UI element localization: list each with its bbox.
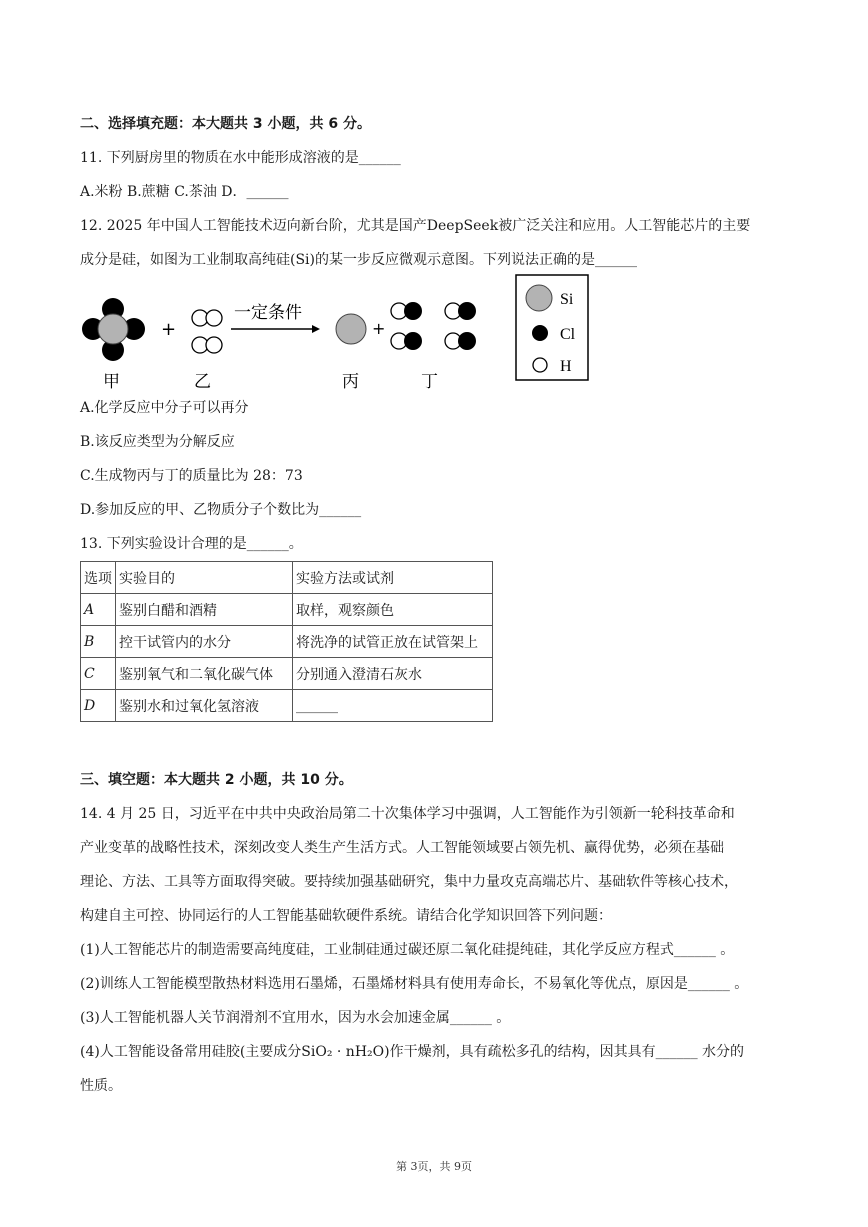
legend-cl-label: Cl xyxy=(560,326,576,343)
label-yi: 乙 xyxy=(194,372,211,392)
q12-option-c: C.生成物丙与丁的质量比为 28：73 xyxy=(80,468,303,484)
q14-sub-3: (3)人工智能机器人关节润滑剂不宜用水，因为水会加速金属______ 。 xyxy=(80,1010,511,1026)
table-cell: A xyxy=(81,594,116,626)
legend-h-icon xyxy=(533,358,547,372)
table-cell: D xyxy=(81,690,116,722)
q13-stem: 13. 下列实验设计合理的是______。 xyxy=(80,536,303,552)
table-cell: 鉴别水和过氧化氢溶液 xyxy=(116,690,293,722)
table-header-row xyxy=(81,562,493,594)
q14-para-4: 构建自主可控、协同运行的人工智能基础软硬件系统。请结合化学知识回答下列问题： xyxy=(80,908,612,924)
q14-para-3: 理论、方法、工具等方面取得突破。要持续加强基础研究，集中力量攻克高端芯片、基础软件等核心技术， xyxy=(80,874,738,890)
label-ding: 丁 xyxy=(421,372,438,392)
table-header-cell: 实验目的 xyxy=(116,562,293,594)
table-row xyxy=(81,658,493,690)
q12-line1: 12. 2025 年中国人工智能技术迈向新台阶，尤其是国产DeepSeek被广泛关注和应用。人工智能芯片的主要 xyxy=(80,218,751,234)
table-cell: 鉴别氧气和二氧化碳气体 xyxy=(116,658,293,690)
table-cell: C xyxy=(81,658,116,690)
reaction-diagram xyxy=(76,270,596,400)
q12-option-a: A.化学反应中分子可以再分 xyxy=(80,400,249,416)
table-cell: 控干试管内的水分 xyxy=(116,626,293,658)
q14-sub-1: (1)人工智能芯片的制造需要高纯度硅，工业制硅通过碳还原二氧化硅提纯硅，其化学反应方程式______ 。 xyxy=(80,942,735,958)
legend-si-icon xyxy=(526,285,552,311)
q14-para-1: 14. 4 月 25 日，习近平在中共中央政治局第二十次集体学习中强调，人工智能作为引领新一轮科技革命和 xyxy=(80,806,735,822)
molecule-bing xyxy=(336,314,366,344)
table-cell: 将洗净的试管正放在试管架上 xyxy=(293,626,493,658)
q12-option-d: D.参加反应的甲、乙物质分子个数比为______ xyxy=(80,502,362,518)
q14-para-2: 产业变革的战略性技术，深刻改变人类生产生活方式。人工智能领域要占领先机、赢得优势，必须在基础 xyxy=(80,840,724,856)
table-row xyxy=(81,690,493,722)
section-2-heading: 二、选择填充题：本大题共 3 小题，共 6 分。 xyxy=(80,116,371,132)
q12-option-b: B.该反应类型为分解反应 xyxy=(80,434,235,450)
legend-box xyxy=(516,275,588,380)
legend-si-label: Si xyxy=(560,291,574,308)
table-cell: 分别通入澄清石灰水 xyxy=(293,658,493,690)
molecule-ding xyxy=(391,302,476,350)
table-header-cell: 选项 xyxy=(81,562,116,594)
page-footer: 第 3页，共 9页 xyxy=(396,1160,472,1173)
label-bing: 丙 xyxy=(342,372,359,392)
section-3-heading: 三、填空题：本大题共 2 小题，共 10 分。 xyxy=(80,772,353,788)
molecule-yi xyxy=(192,310,222,353)
table-cell: 取样，观察颜色 xyxy=(293,594,493,626)
table-cell: ______ xyxy=(293,690,493,722)
label-jia: 甲 xyxy=(103,372,120,392)
plus-sign-1: + xyxy=(161,319,177,340)
q14-sub-4-cont: 性质。 xyxy=(80,1078,122,1094)
q11-options: A.米粉 B.蔗糖 C.茶油 D．______ xyxy=(80,184,289,200)
table-header-cell: 实验方法或试剂 xyxy=(293,562,493,594)
molecule-jia xyxy=(82,298,145,361)
table-cell: B xyxy=(81,626,116,658)
table-cell: 鉴别白醋和酒精 xyxy=(116,594,293,626)
legend-h-label: H xyxy=(560,358,572,375)
arrow-head xyxy=(312,325,320,333)
q13-table xyxy=(80,561,493,722)
q12-line2: 成分是硅，如图为工业制取高纯硅(Si)的某一步反应微观示意图。下列说法正确的是______ xyxy=(80,252,637,268)
plus-sign-2: + xyxy=(372,319,386,338)
reaction-condition: 一定条件 xyxy=(234,303,302,323)
legend-cl-icon xyxy=(532,325,548,341)
q11-stem: 11. 下列厨房里的物质在水中能形成溶液的是______ xyxy=(80,150,401,166)
table-row xyxy=(81,626,493,658)
table-row xyxy=(81,594,493,626)
q14-sub-2: (2)训练人工智能模型散热材料选用石墨烯，石墨烯材料具有使用寿命长，不易氧化等优点，原因是______ 。 xyxy=(80,976,749,992)
q14-sub-4: (4)人工智能设备常用硅胶(主要成分SiO₂ · nH₂O)作干燥剂，具有疏松多孔的结构，因其具有______ 水分的 xyxy=(80,1044,745,1060)
